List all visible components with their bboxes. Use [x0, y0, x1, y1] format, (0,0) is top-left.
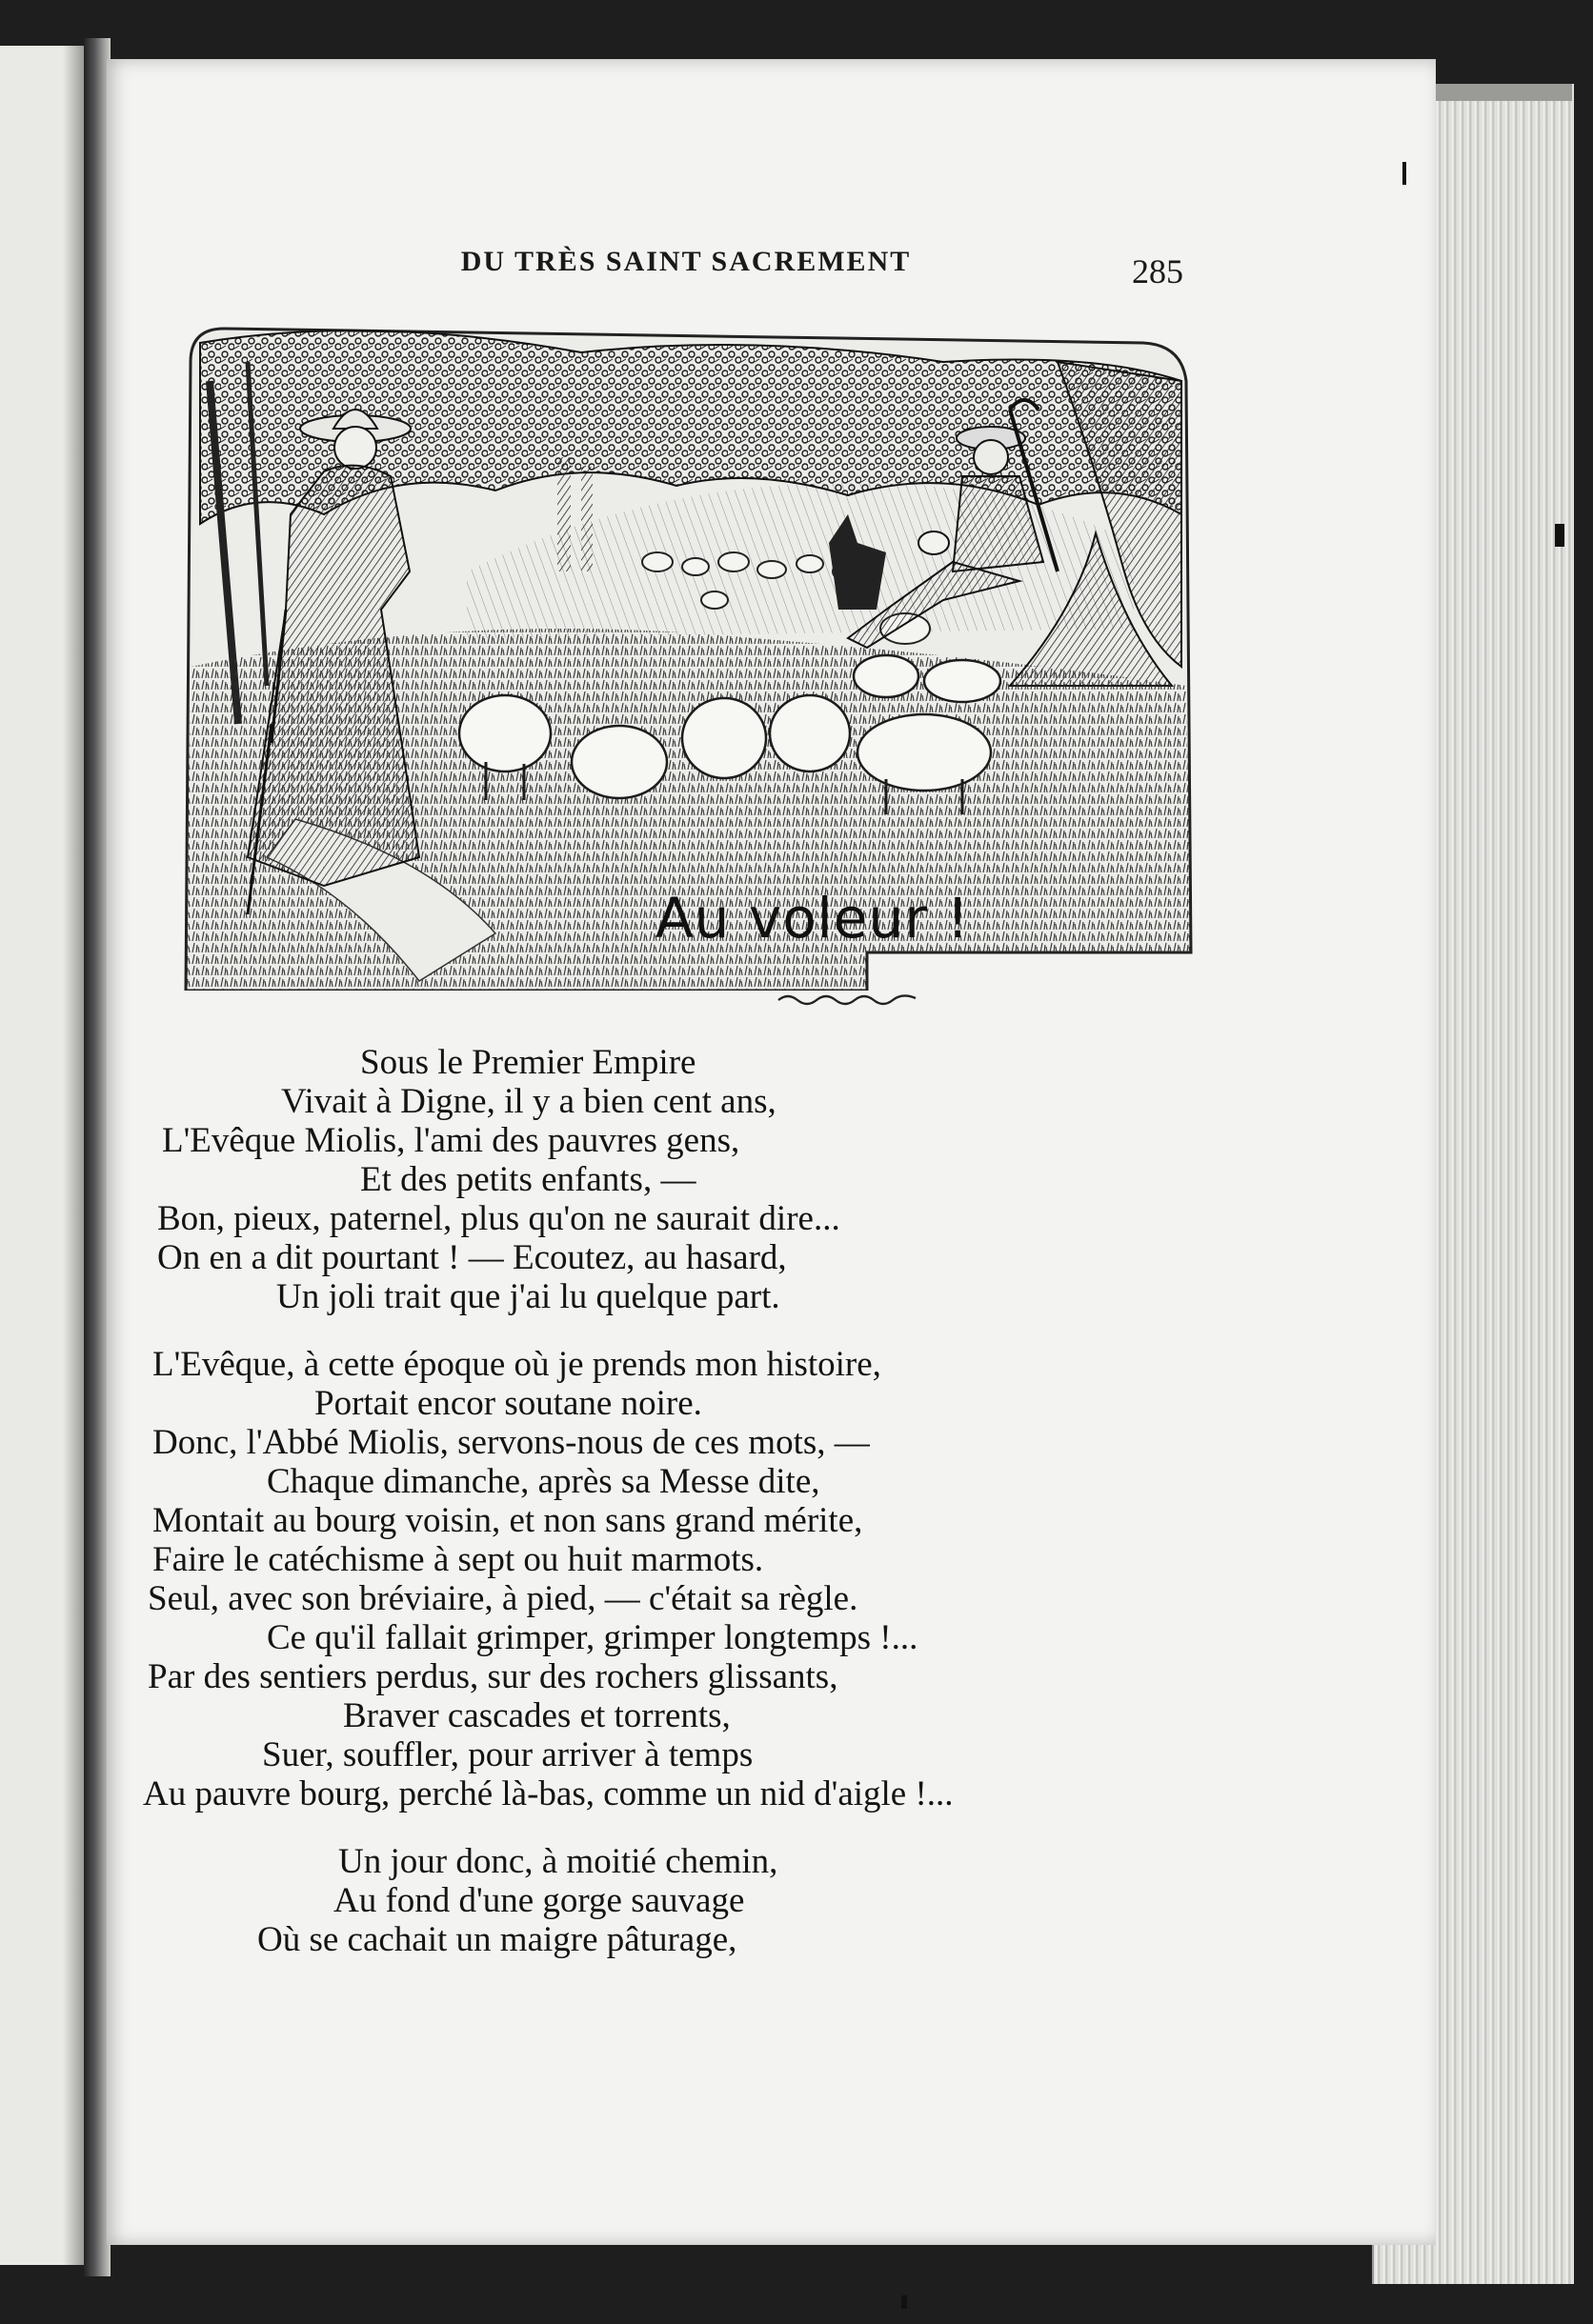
poem-line: Bon, pieux, paternel, plus qu'on ne saurait dire... — [157, 1199, 840, 1238]
poem-body — [143, 1043, 1191, 1959]
poem-line: Seul, avec son bréviaire, à pied, — c'était sa règle. — [148, 1579, 858, 1618]
poem-line: Au fond d'une gorge sauvage — [333, 1881, 745, 1920]
poem-line: On en a dit pourtant ! — Ecoutez, au hasard, — [157, 1238, 787, 1277]
scan-speck — [901, 2295, 907, 2309]
poem-line: Où se cachait un maigre pâturage, — [257, 1920, 737, 1959]
poem-line: Montait au bourg voisin, et non sans grand mérite, — [152, 1501, 863, 1540]
poem-line: Chaque dimanche, après sa Messe dite, — [267, 1462, 820, 1501]
poem-line: Vivait à Digne, il y a bien cent ans, — [281, 1082, 776, 1121]
poem-line: Sous le Premier Empire — [360, 1043, 696, 1082]
title-flourish-ornament — [776, 991, 919, 1011]
poem-line: Suer, souffler, pour arriver à temps — [262, 1735, 754, 1774]
poem-line: Portait encor soutane noire. — [314, 1384, 702, 1423]
left-page-edge — [0, 46, 90, 2265]
stanza-gap — [143, 1316, 1191, 1345]
poem-line: Par des sentiers perdus, sur des rochers glissants, — [148, 1657, 838, 1696]
left-page-shadow — [63, 46, 84, 2265]
poem-line: Un joli trait que j'ai lu quelque part. — [276, 1277, 780, 1316]
poem-line: Ce qu'il fallait grimper, grimper longtemps !... — [267, 1618, 918, 1657]
poem-line: Et des petits enfants, — — [360, 1160, 696, 1199]
poem-line: Braver cascades et torrents, — [343, 1696, 731, 1735]
poem-line: Faire le catéchisme à sept ou huit marmots. — [152, 1540, 764, 1579]
running-head: DU TRÈS SAINT SACREMENT — [460, 246, 912, 277]
poem-line: Au pauvre bourg, perché là-bas, comme un nid d'aigle !... — [143, 1774, 954, 1813]
scan-speck — [1555, 524, 1564, 547]
poem-line: Donc, l'Abbé Miolis, servons-nous de ces mots, — — [152, 1423, 870, 1462]
flourish-icon — [776, 991, 919, 1006]
stanza-gap — [143, 1813, 1191, 1842]
poem-title: Au voleur ! — [655, 886, 970, 951]
poem-line: Un jour donc, à moitié chemin, — [338, 1842, 778, 1881]
page-number: 285 — [1132, 252, 1183, 290]
scan-speck — [1402, 162, 1406, 185]
poem-line: L'Evêque, à cette époque où je prends mon histoire, — [152, 1345, 881, 1384]
poem-line: L'Evêque Miolis, l'ami des pauvres gens, — [162, 1121, 740, 1160]
